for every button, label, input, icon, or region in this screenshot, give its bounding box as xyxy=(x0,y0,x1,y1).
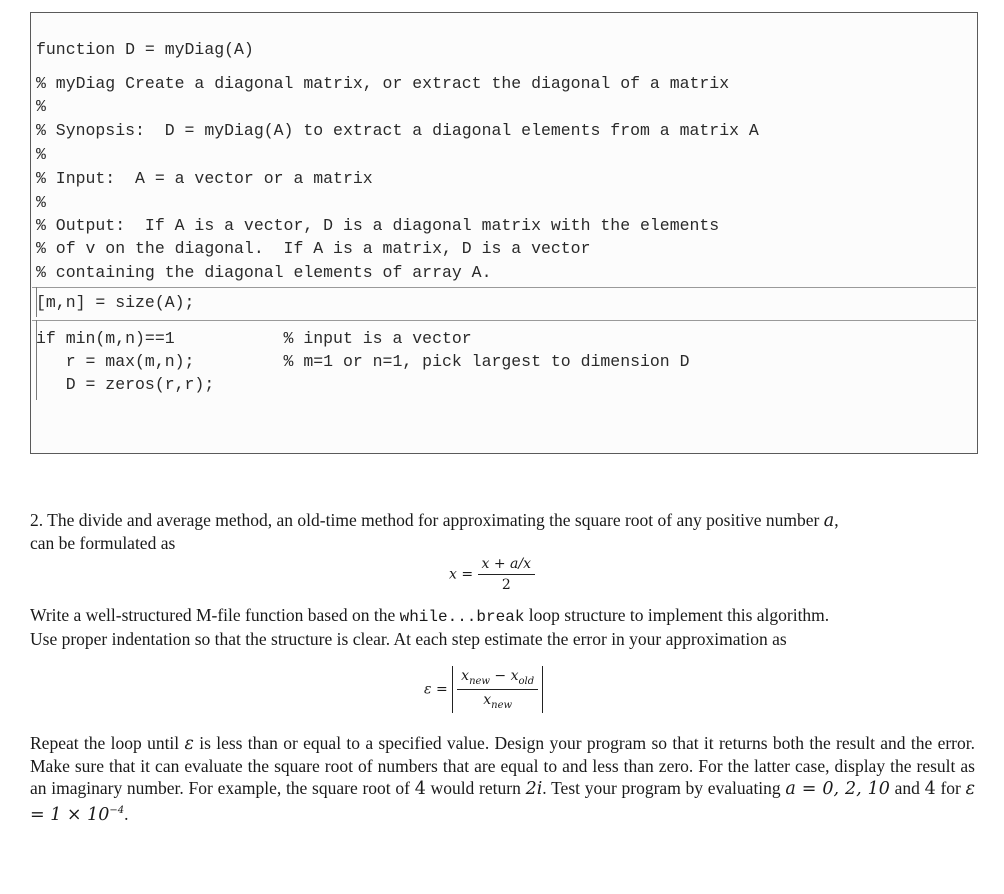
code-line-d: D = zeros(r,r); xyxy=(36,375,215,394)
code-comment-blank: % xyxy=(36,145,46,164)
code-comment-title: % myDiag Create a diagonal matrix, or extract the diagonal of a matrix xyxy=(36,74,730,93)
code-line-if: if min(m,n)==1 % input is a vector xyxy=(36,329,472,348)
code-comment-output-3: % containing the diagonal elements of array A. xyxy=(36,263,492,282)
problem-paragraph-3: Repeat the loop until ε is less than or equal to a specified value. Design your program so that it returns both the result and the error. Make sure that it can evaluate the square root of numbers that are equal to and less than zero. For the latter case, display the result as an imaginary number. For example, the square root of 4 would return 2i. Test your program by evaluating a = 0, 2, 10 and 4 for $\varepsilon = 1 \times 10^{-4}$. xyxy=(30,733,975,825)
code-cell-divider xyxy=(32,287,976,288)
code-comment-synopsis: % Synopsis: D = myDiag(A) to extract a diagonal elements from a matrix A xyxy=(36,121,759,140)
var-a: a xyxy=(823,511,835,531)
code-line-function: function D = myDiag(A) xyxy=(36,40,254,59)
problem-intro: 2. The divide and average method, an old-time method for approximating the square root of any positive number a, can be formulated as xyxy=(30,510,839,553)
code-comment-output-2: % of v on the diagonal. If A is a matrix, D is a vector xyxy=(36,239,591,258)
problem-paragraph-2: Write a well-structured M-file function based on the while...break loop structure to implement this algorithm. Use proper indentation so that the structure is clear. At each step estimate the error in your approximation as xyxy=(30,605,830,649)
eq1-denominator: 2 xyxy=(501,577,511,593)
eq1-numerator: x + a/x xyxy=(478,556,536,575)
code-comment-input: % Input: A = a vector or a matrix xyxy=(36,169,373,188)
code-comment-output: % Output: If A is a vector, D is a diagonal matrix with the elements xyxy=(36,216,720,235)
code-comment-blank: % xyxy=(36,97,46,116)
eq2-numerator: $x_{new} - x_{old}$ xyxy=(457,668,538,690)
code-cell-divider xyxy=(32,320,976,321)
equation-error-estimate: ε = $\frac{x_{new} - x_{old}}{x_{new}}$ xyxy=(424,666,543,713)
inline-code-while-break: while...break xyxy=(399,608,525,626)
eq2-denominator: $x_{new}$ xyxy=(483,691,513,711)
equation-divide-average: x = $\frac{x + a/x}{2}$ xyxy=(449,556,535,593)
code-line-r: r = max(m,n); % m=1 or n=1, pick largest to dimension D xyxy=(36,352,690,371)
code-comment-blank: % xyxy=(36,193,46,212)
code-line-size: [m,n] = size(A); xyxy=(36,293,195,312)
